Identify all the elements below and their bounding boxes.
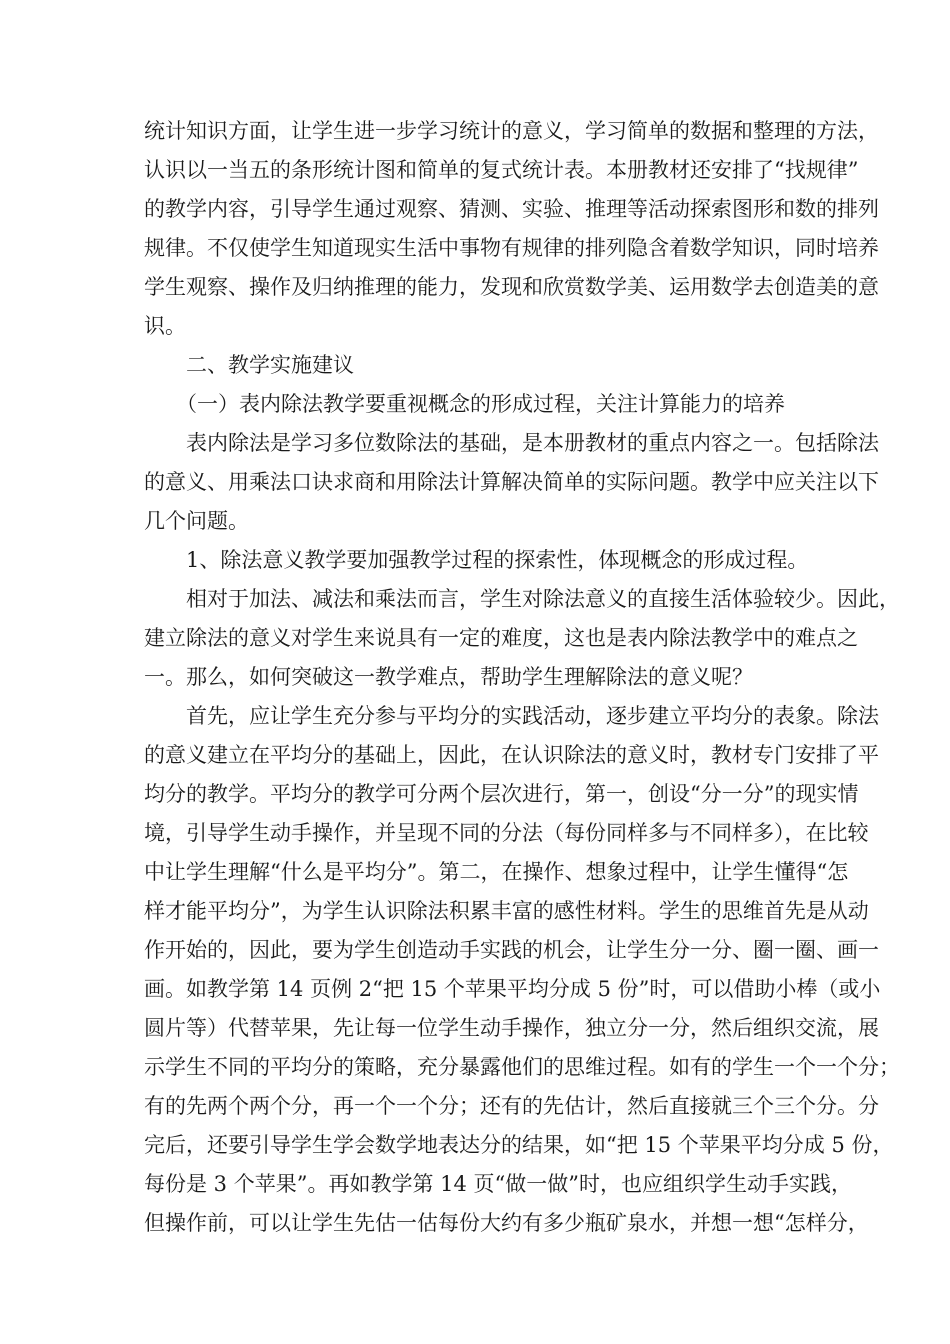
subsection-heading: （一）表内除法教学要重视概念的形成过程，关注计算能力的培养 <box>176 392 785 416</box>
text-line: 样才能平均分”，为学生认识除法积累丰富的感性材料。学生的思维首先是从动 <box>144 899 869 923</box>
text-line: 的意义建立在平均分的基础上，因此，在认识除法的意义时，教材专门安排了平 <box>144 743 879 767</box>
text-line: 境，引导学生动手操作，并呈现不同的分法（每份同样多与不同样多），在比较 <box>144 821 869 845</box>
text-line: 识。 <box>144 314 186 338</box>
text-line: 的意义、用乘法口诀求商和用除法计算解决简单的实际问题。教学中应关注以下 <box>144 470 879 494</box>
text-line: 认识以一当五的条形统计图和简单的复式统计表。本册教材还安排了“找规律” <box>144 158 859 182</box>
text-line: 均分的教学。平均分的教学可分两个层次进行，第一，创设“分一分”的现实情 <box>144 782 859 806</box>
text-line: 规律。不仅使学生知道现实生活中事物有规律的排列隐含着数学知识，同时培养 <box>144 236 879 260</box>
text-line: 作开始的，因此，要为学生创造动手实践的机会，让学生分一分、圈一圈、画一 <box>144 938 879 962</box>
text-line: 有的先两个两个分，再一个一个分；还有的先估计，然后直接就三个三个分。分 <box>144 1094 879 1118</box>
text-line: 建立除法的意义对学生来说具有一定的难度，这也是表内除法教学中的难点之 <box>144 626 858 650</box>
text-line: 画。如教学第 14 页例 2“把 15 个苹果平均分成 5 份”时，可以借助小棒（或小 <box>144 977 881 1001</box>
text-line: 圆片等）代替苹果，先让每一位学生动手操作，独立分一分，然后组织交流，展 <box>144 1016 879 1040</box>
text-line: 统计知识方面，让学生进一步学习统计的意义，学习简单的数据和整理的方法， <box>144 119 879 143</box>
text-line: 的教学内容，引导学生通过观察、猜测、实验、推理等活动探索图形和数的排列 <box>144 197 879 221</box>
text-line: 首先，应让学生充分参与平均分的实践活动，逐步建立平均分的表象。除法 <box>186 704 879 728</box>
text-line: 学生观察、操作及归纳推理的能力，发现和欣赏数学美、运用数学去创造美的意 <box>144 275 879 299</box>
section-heading: 二、教学实施建议 <box>186 353 354 377</box>
text-line: 示学生不同的平均分的策略，充分暴露他们的思维过程。如有的学生一个一个分； <box>144 1055 900 1079</box>
text-line: 几个问题。 <box>144 509 249 533</box>
text-line: 每份是 3 个苹果”。再如教学第 14 页“做一做”时，也应组织学生动手实践， <box>144 1172 852 1196</box>
text-line: 一。那么，如何突破这一教学难点，帮助学生理解除法的意义呢？ <box>144 665 753 689</box>
text-line: 完后，还要引导学生学会数学地表达分的结果，如“把 15 个苹果平均分成 5 份， <box>144 1133 894 1157</box>
text-line: 但操作前，可以让学生先估一估每份大约有多少瓶矿泉水，并想一想“怎样分， <box>144 1211 869 1235</box>
text-line: 相对于加法、减法和乘法而言，学生对除法意义的直接生活体验较少。因此， <box>186 587 900 611</box>
text-line: 中让学生理解“什么是平均分”。第二，在操作、想象过程中，让学生懂得“怎 <box>144 860 849 884</box>
numbered-heading: 1、除法意义教学要加强教学过程的探索性，体现概念的形成过程。 <box>186 548 809 572</box>
text-line: 表内除法是学习多位数除法的基础，是本册教材的重点内容之一。包括除法 <box>186 431 879 455</box>
